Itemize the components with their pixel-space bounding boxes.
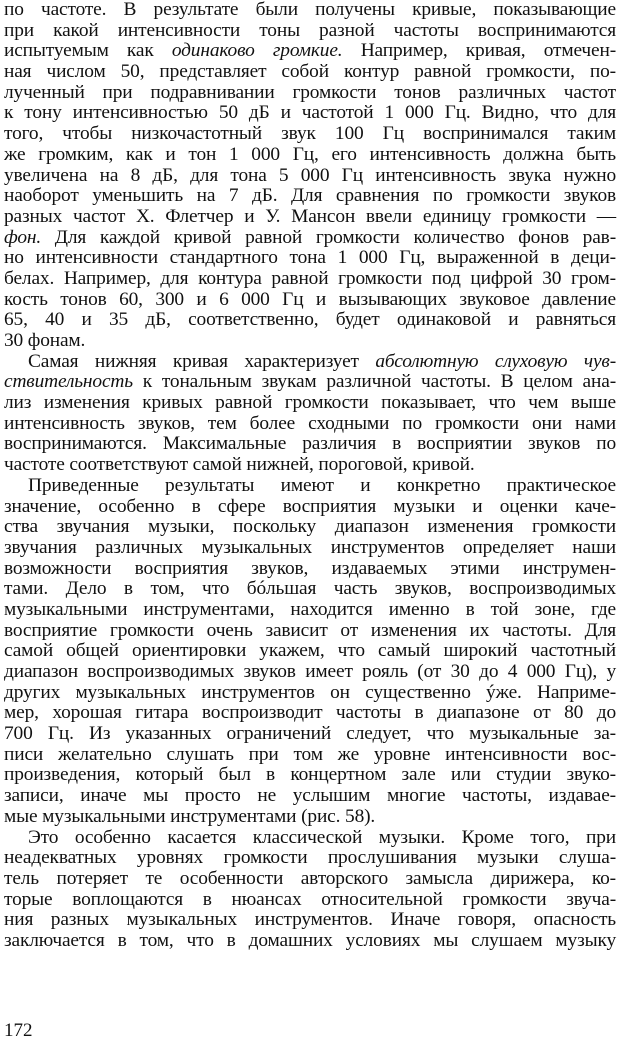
text-line (4, 248, 616, 269)
text-run: других музыкальных инструментов он существенно ýже. Наприме- (4, 681, 616, 703)
text-run: ная числом 50, представляет собой контур равной громкости, по- (4, 61, 616, 83)
text-run: ния разных музыкальных инструментов. Иначе говоря, опасность (4, 909, 616, 931)
text-run: торые воплощаются в нюансах относительной громкости звуча- (4, 888, 616, 910)
text-line (4, 393, 616, 414)
paragraph (4, 476, 616, 828)
text-line (4, 228, 616, 249)
text-run: белах. Например, для контура равной громкости под цифрой 30 гром- (4, 267, 616, 289)
text-run: к тональным звукам различной частоты. В целом ана- (132, 371, 616, 393)
text-line (4, 290, 616, 311)
paragraph (4, 352, 616, 476)
text-run: 30 фонам. (4, 330, 86, 351)
text-run: звучания различных музыкальных инструментов определяет наши (4, 536, 616, 558)
text-line (4, 703, 616, 724)
italic-term: ствительность (4, 371, 133, 393)
text-line (4, 517, 616, 538)
text-line (4, 869, 616, 890)
text-run: 65, 40 и 35 дБ, соответственно, будет одинаковой и равняться (4, 309, 616, 331)
text-line (4, 890, 616, 911)
text-line (4, 538, 616, 559)
text-run: наоборот уменьшить на 7 дБ. Для сравнения по громкости звуков (4, 185, 616, 207)
text-run: неадекватных уровнях громкости прослушивания музыки слуша- (4, 847, 616, 869)
text-run: лиз изменения кривых равной громкости показывает, что чем выше (4, 392, 616, 414)
text-run: интенсивность звуков, тем более сходными по громкости они нами (4, 412, 616, 434)
text-line (4, 765, 616, 786)
text-run: тами. Дело в том, что бóльшая часть звуков, воспроизводимых (4, 578, 616, 600)
text-run: музыкальными инструментами, находится именно в той зоне, где (4, 598, 616, 620)
italic-term: абсолютную слуховую чув- (375, 350, 617, 372)
text-line (4, 641, 616, 662)
text-run: диапазон воспроизводимых звуков имеет рояль (от 30 до 4 000 Гц), у (4, 661, 616, 682)
text-line (4, 848, 616, 869)
text-line (4, 807, 616, 828)
text-line (4, 786, 616, 807)
text-run: к тону интенсивностью 50 дБ и частотой 1 000 Гц. Видно, что для (4, 102, 616, 124)
text-line (4, 62, 616, 83)
text-line (4, 559, 616, 580)
text-line (4, 724, 616, 745)
text-run: Для каждой кривой равной громкости количество фонов рав- (41, 226, 616, 248)
text-line (4, 331, 616, 352)
text-line (4, 455, 616, 476)
text-run: Это особенно касается классической музыки. Кроме того, при (28, 826, 616, 848)
text-run: по частоте. В результате были получены кривые, показывающие (4, 0, 616, 20)
text-run: писи желательно слушать при том же уровне интенсивности вос- (4, 743, 616, 765)
text-line (4, 83, 616, 104)
text-line (4, 41, 616, 62)
text-run: записи, иначе мы просто не услышим многие частоты, издавае- (4, 785, 616, 807)
text-run: Приведенные результаты имеют и конкретно практическое (28, 474, 616, 496)
text-line (4, 145, 616, 166)
text-line (4, 310, 616, 331)
page-number: 172 (4, 1020, 33, 1041)
paragraph (4, 828, 616, 952)
text-line (4, 662, 616, 683)
text-run: тель потеряет те особенности авторского замысла дирижера, ко- (4, 867, 616, 889)
text-run: частоте соответствуют самой нижней, пороговой, кривой. (4, 454, 475, 476)
text-line (4, 828, 616, 849)
italic-term: фон. (4, 226, 42, 248)
text-run: разных частот Х. Флетчер и У. Мансон ввели единицу громкости — (4, 205, 616, 227)
text-line (4, 931, 616, 952)
text-line (4, 372, 616, 393)
text-run: восприятие громкости очень зависит от изменения их частоты. Для (4, 619, 616, 641)
text-line (4, 352, 616, 373)
text-line (4, 745, 616, 766)
text-run: заключается в том, что в домашних условиях мы слушаем музыку (4, 929, 616, 951)
text-run: воспринимаются. Максимальные различия в восприятии звуков по (4, 433, 616, 455)
text-run: Самая нижняя кривая характеризует (28, 350, 376, 372)
text-run: ства звучания музыки, поскольку диапазон изменения громкости (4, 516, 616, 538)
text-run: 700 Гц. Из указанных ограничений следует, что музыкальные за- (4, 723, 616, 745)
text-line (4, 434, 616, 455)
text-run: мые музыкальными инструментами (рис. 58). (4, 805, 376, 827)
text-line (4, 124, 616, 145)
text-run: произведения, который был в концертном зале или студии звуко- (4, 764, 616, 786)
body-text (4, 0, 616, 952)
paragraph (4, 0, 616, 352)
text-run: возможности восприятия звуков, издаваемых этими инструмен- (4, 557, 616, 579)
text-line (4, 910, 616, 931)
text-run: Например, кривая, отмечен- (342, 40, 617, 62)
text-line (4, 0, 616, 21)
text-run: самой общей ориентировки укажем, что самый широкий частотный (4, 640, 616, 662)
text-line (4, 166, 616, 187)
text-line (4, 579, 616, 600)
text-run: но интенсивности стандартного тона 1 000 Гц, выраженной в деци- (4, 247, 616, 269)
text-line (4, 269, 616, 290)
text-line (4, 186, 616, 207)
text-run: лученный при подравнивании громкости тонов различных частот (4, 81, 616, 103)
text-run: значение, особенно в сфере восприятия музыки и оценки каче- (4, 495, 616, 517)
text-line (4, 476, 616, 497)
text-line (4, 414, 616, 435)
text-run: того, чтобы низкочастотный звук 100 Гц воспринимался таким (4, 123, 616, 145)
text-line (4, 497, 616, 518)
text-run: кость тонов 60, 300 и 6 000 Гц и вызывающих звуковое давление (4, 288, 616, 310)
text-run: увеличена на 8 дБ, для тона 5 000 Гц интенсивность звука нужно (4, 164, 616, 186)
text-line (4, 621, 616, 642)
text-line (4, 683, 616, 704)
italic-term: одинаково громкие. (171, 40, 343, 62)
text-run: мер, хорошая гитара воспроизводит частоты в диапазоне от 80 до (4, 702, 616, 724)
text-run: при какой интенсивности тоны разной частоты воспринимаются (4, 19, 616, 41)
text-line (4, 103, 616, 124)
text-line (4, 21, 616, 42)
text-line (4, 600, 616, 621)
text-run: же громким, как и тон 1 000 Гц, его интенсивность должна быть (4, 143, 616, 165)
text-line (4, 207, 616, 228)
text-run: испытуемым как (4, 40, 172, 62)
